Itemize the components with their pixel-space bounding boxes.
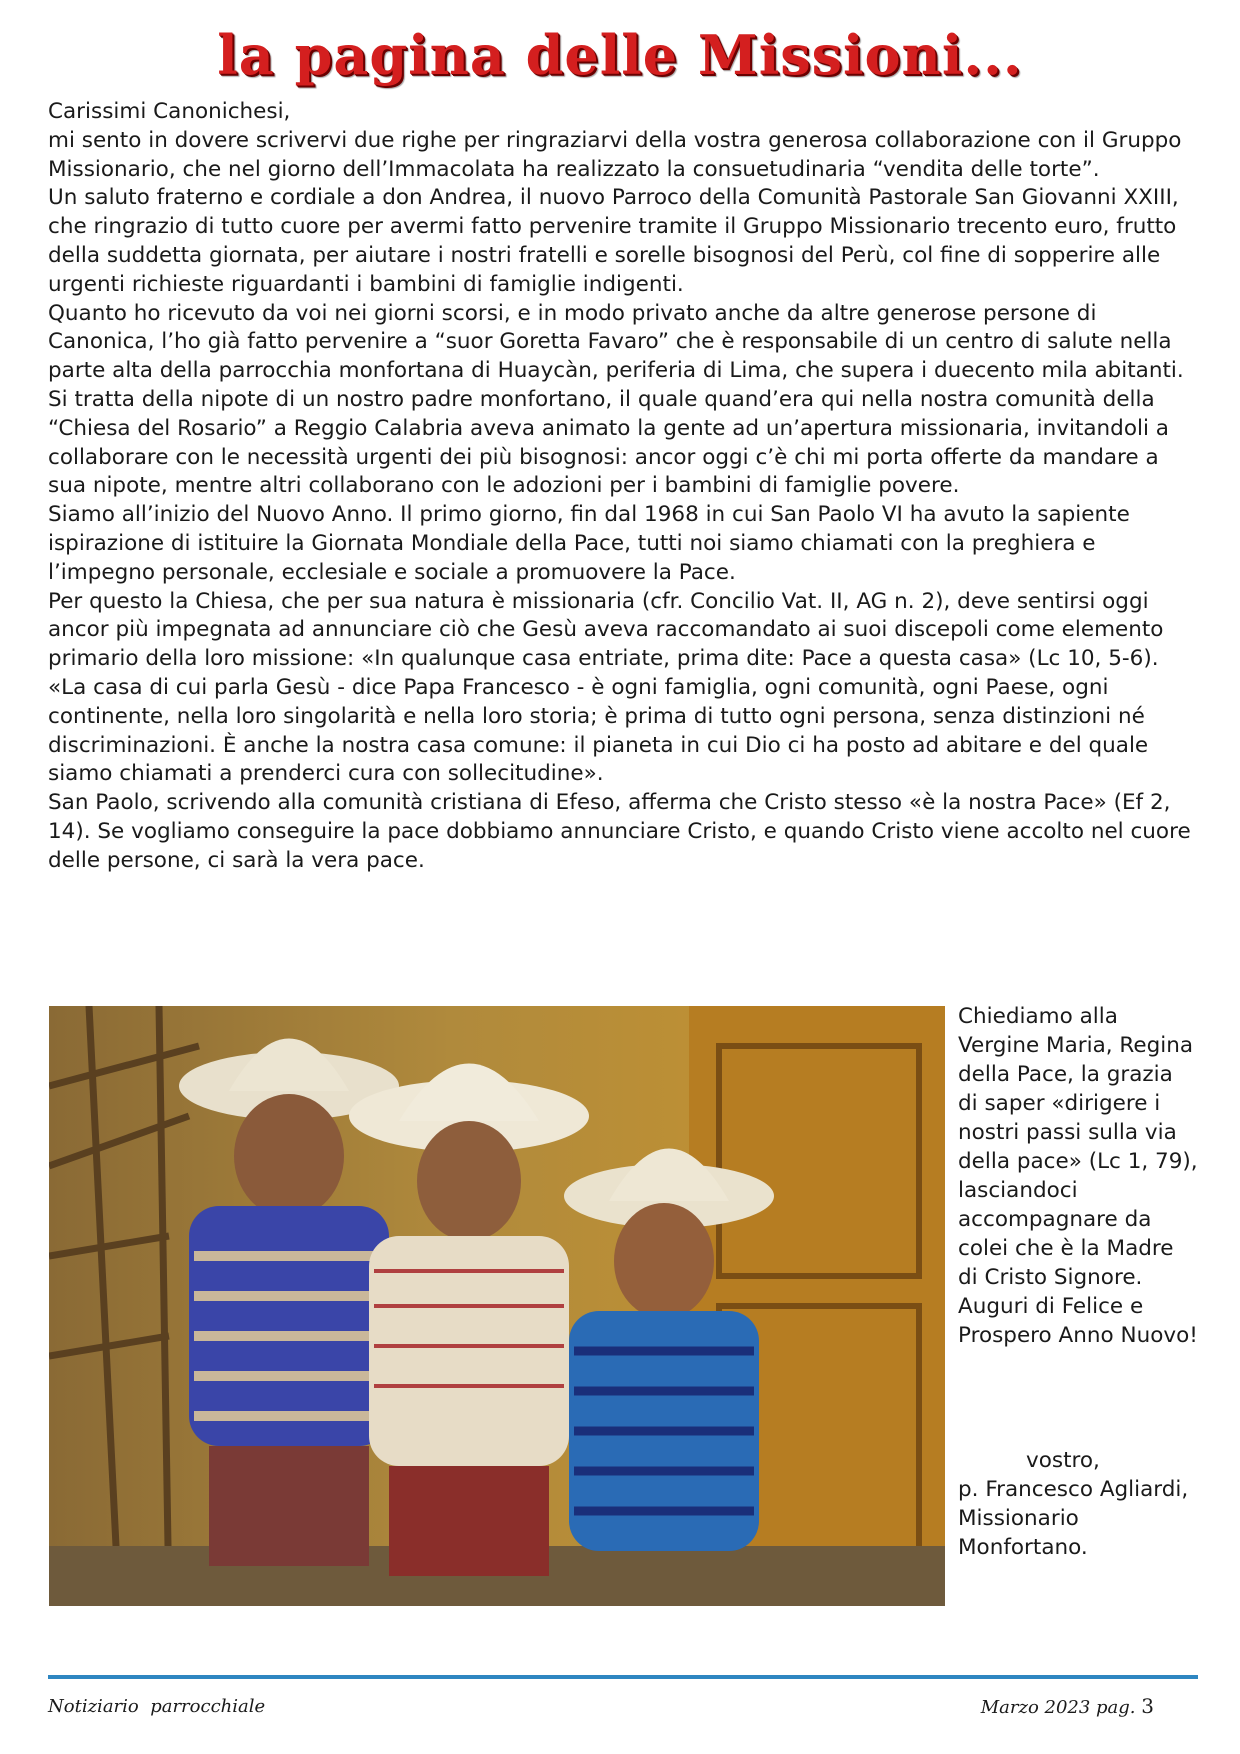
- letter-paragraph: Per questo la Chiesa, che per sua natura è missionaria (cfr. Concilio Vat. II, AG n. 2), deve sentirsi oggi ancor più impegnata ad annunciare ciò che Gesù aveva raccomandato ai suoi discepoli come elemento primario della loro missione: «In qualunque casa entriate, prima dite: Pace a questa casa» (Lc 10, 5-6).: [48, 588, 1164, 672]
- letter-body: [48, 98, 1196, 876]
- signature-role: Missionario Monfortano.: [958, 1506, 1088, 1560]
- letter-paragraph: «La casa di cui parla Gesù - dice Papa Francesco - è ogni famiglia, ogni comunità, ogni Paese, ogni continente, nella loro singolarità e nella loro storia; è prima di tutto ogni persona, senza distinzioni né discriminazioni. È anche la nostra casa comune: il pianeta in cui Dio ci ha posto ad abitare e del quale siamo chiamati a prenderci cura con sollecitudine».: [48, 674, 1149, 787]
- letter-paragraph: Quanto ho ricevuto da voi nei giorni scorsi, e in modo privato anche da altre generose persone di Canonica, l’ho già fatto pervenire a “suor Goretta Favaro” che è responsabile di un centro di salute nella parte alta della parrocchia monfortana di Huaycàn, periferia di Lima, che supera i duecento mila abitanti. Si tratta della nipote di un nostro padre monfortano, il quale quand’era qui nella nostra comunità della “Chiesa del Rosario” a Reggio Calabria aveva animato la gente ad un’apertura missionaria, invitandoli a collaborare con le necessità urgenti dei più bisognosi: ancor oggi c’è chi mi porta offerte da mandare a sua nipote, mentre altri collaborano con le adozioni per i bambini di famiglie povere.: [48, 300, 1184, 499]
- signature: [958, 1446, 1198, 1562]
- signature-greeting: vostro,: [1026, 1448, 1100, 1473]
- footer-date: Marzo 2023 pag.: [980, 1697, 1136, 1718]
- letter-paragraph: San Paolo, scrivendo alla comunità cristiana di Efeso, afferma che Cristo stesso «è la nostra Pace» (Ef 2, 14). Se vogliamo conseguire la pace dobbiamo annunciare Cristo, e quando Cristo viene accolto nel cuore delle persone, ci sarà la vera pace.: [48, 790, 1191, 873]
- page-title: la pagina delle Missioni...: [217, 23, 1023, 87]
- children-photo-icon: [49, 1006, 945, 1606]
- footer-publication: Notiziario parrocchiale: [48, 1696, 266, 1717]
- letter-paragraph: Un saluto fraterno e cordiale a don Andrea, il nuovo Parroco della Comunità Pastorale San Giovanni XXIII, che ringrazio di tutto cuore per avermi fatto pervenire tramite il Gruppo Missionario trecento euro, frutto della suddetta giornata, per aiutare i nostri fratelli e sorelle bisognosi del Perù, col fine di sopperire alle urgenti richieste riguardanti i bambini di famiglie indigenti.: [48, 185, 1179, 297]
- page-number: 3: [1141, 1694, 1154, 1718]
- signature-name: p. Francesco Agliardi,: [958, 1477, 1189, 1502]
- closing-text: Chiediamo alla Vergine Maria, Regina della Pace, la grazia di saper «dirigere i nostri passi sulla via della pace» (Lc 1, 79), lasciandoci accompagnare da colei che è la Madre di Cristo Signore. Auguri di Felice e Prospero Anno Nuovo!: [958, 1004, 1198, 1348]
- footer-page-info: [981, 1694, 1154, 1718]
- letter-paragraph: Carissimi Canonichesi,: [48, 99, 291, 124]
- children-photo: [49, 1006, 945, 1606]
- footer-divider: [48, 1675, 1198, 1679]
- letter-paragraph: Siamo all’inizio del Nuovo Anno. Il primo giorno, fin dal 1968 in cui San Paolo VI ha avuto la sapiente ispirazione di istituire la Giornata Mondiale della Pace, tutti noi siamo chiamati con la preghiera e l’impegno personale, ecclesiale e sociale a promuovere la Pace.: [48, 502, 1130, 585]
- letter-paragraph: mi sento in dovere scrivervi due righe per ringraziarvi della vostra generosa collaborazione con il Gruppo Missionario, che nel giorno dell’Immacolata ha realizzato la consuetudinaria “vendita delle torte”.: [48, 127, 1182, 182]
